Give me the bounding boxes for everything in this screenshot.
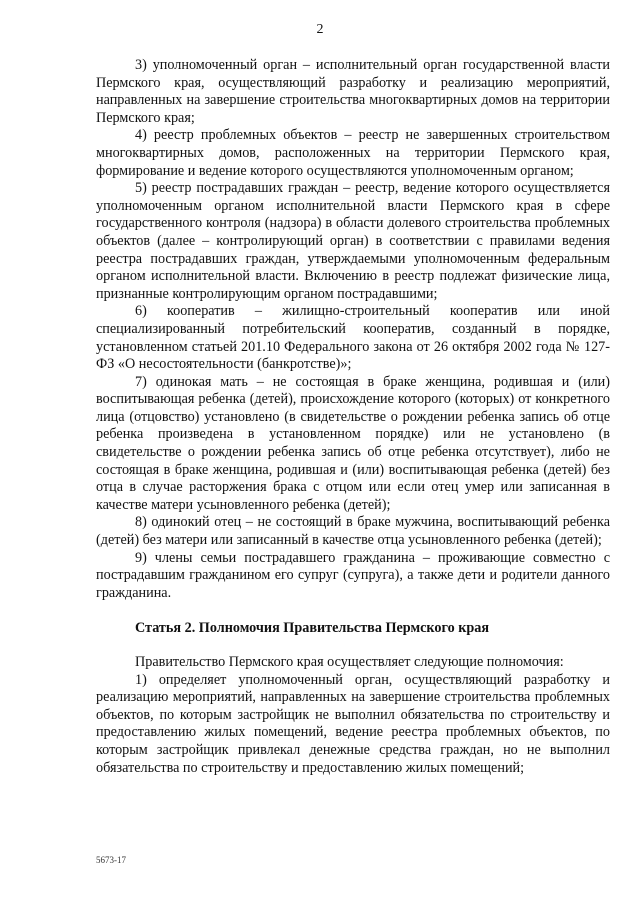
- document-code: 5673-17: [96, 855, 126, 865]
- article-intro: Правительство Пермского края осуществляет следующие полномочия:: [135, 654, 564, 670]
- page-number: 2: [316, 22, 324, 37]
- definition-item-5: 5) реестр пострадавших граждан – реестр, ведение которого осуществляется уполномоченным органом исполнительной власти Пермского края в сфере государственного контроля (надзора) в области долевого строительства проблемных объектов (далее – контролирующий орган) в соответствии с правилами ведения реестра пострадавших граждан, утверждаемыми уполномоченным федеральным органом исполнительной власти. Включению в реестр подлежат физические лица, признанные контролирующим органом пострадавшими;: [96, 180, 610, 302]
- article-heading: Статья 2. Полномочия Правительства Пермского края: [135, 620, 490, 637]
- definition-item-9: 9) члены семьи пострадавшего гражданина – проживающие совместно с пострадавшим гражданином его супруг (супруга), а также дети и родители данного гражданина.: [96, 549, 610, 601]
- document-body: [96, 57, 610, 777]
- definition-item-3: 3) уполномоченный орган – исполнительный орган государственной власти Пермского края, осуществляющий разработку и реализацию мероприятий, направленных на завершение строительства многоквартирных домов на территории Пермского края;: [96, 57, 610, 126]
- definition-item-7: 7) одинокая мать – не состоящая в браке женщина, родившая и (или) воспитывающая ребенка (детей), происхождение которого (которых) от конкретного лица (отцовство) установлено (в свидетельстве о рождении ребенка запись об отце ребенка произведена в установленном порядке) или не установлено (в свидетельстве о рождении ребенка запись об отце ребенка отсутствует), либо не состоящая в браке женщина, родившая и (или) воспитывающая ребенка (детей) без отца в случае расторжения брака с отцом или если отец умер или записанная в качестве матери усыновленного ребенка (детей);: [96, 373, 610, 513]
- definition-item-4: 4) реестр проблемных объектов – реестр не завершенных строительством многоквартирных домов, расположенных на территории Пермского края, формирование и ведение которого осуществляются уполномоченным органом;: [96, 127, 610, 179]
- definition-item-8: 8) одинокий отец – не состоящий в браке мужчина, воспитывающий ребенка (детей) без матери или записанный в качестве отца усыновленного ребенка (детей);: [96, 514, 610, 549]
- article-item-1: 1) определяет уполномоченный орган, осуществляющий разработку и реализацию мероприятий, направленных на завершение строительства проблемных объектов, по которым застройщик не выполнил обязательства по строительству и предоставлению жилых помещений, ведение реестра проблемных объектов, по которым застройщик привлекал денежные средства граждан, но не выполнил обязательства по строительству и предоставлению жилых помещений;: [96, 671, 610, 776]
- definition-item-6: 6) кооператив – жилищно-строительный кооператив или иной специализированный потребительский кооператив, созданный в порядке, установленном статьей 201.10 Федерального закона от 26 октября 2002 года № 127-ФЗ «О несостоятельности (банкротстве)»;: [96, 303, 610, 373]
